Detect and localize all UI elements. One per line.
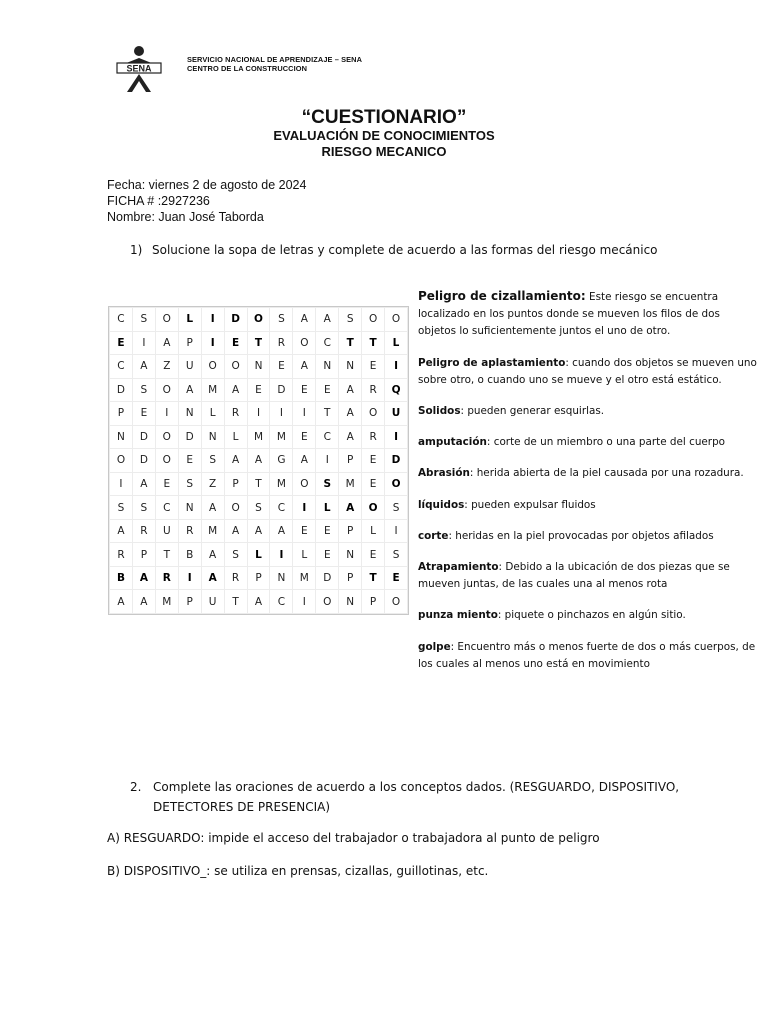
grid-row	[110, 308, 408, 332]
grid-cell: M	[247, 425, 270, 449]
question-1	[130, 243, 658, 257]
definition-term: Atrapamiento	[418, 561, 499, 574]
name-line: Nombre: Juan José Taborda	[107, 210, 264, 224]
grid-cell: A	[132, 590, 155, 614]
grid-row	[110, 402, 408, 426]
grid-cell: D	[316, 566, 339, 590]
grid-cell: B	[178, 543, 201, 567]
definition-term: corte	[418, 529, 449, 542]
meta-info	[107, 177, 306, 225]
grid-row	[110, 496, 408, 520]
grid-cell: E	[224, 331, 247, 355]
grid-row	[110, 566, 408, 590]
grid-cell: T	[339, 331, 362, 355]
grid-cell: I	[316, 449, 339, 473]
grid-cell: L	[316, 496, 339, 520]
grid-cell: O	[224, 496, 247, 520]
grid-cell: Z	[155, 355, 178, 379]
definition-text: : Encuentro más o menos fuerte de dos o más cuerpos, de los cuales al menos uno está en movimiento	[418, 640, 756, 670]
grid-cell: L	[247, 543, 270, 567]
grid-cell: A	[201, 496, 224, 520]
org-line-1: SERVICIO NACIONAL DE APRENDIZAJE – SENA	[187, 55, 363, 64]
sena-logo	[113, 44, 165, 96]
grid-cell: O	[155, 425, 178, 449]
grid-cell: P	[362, 590, 385, 614]
grid-cell: P	[178, 590, 201, 614]
grid-cell: A	[316, 308, 339, 332]
grid-cell: R	[132, 519, 155, 543]
grid-cell: A	[110, 519, 133, 543]
grid-cell: A	[110, 590, 133, 614]
grid-cell: P	[339, 519, 362, 543]
grid-row	[110, 355, 408, 379]
grid-cell: S	[339, 308, 362, 332]
grid-cell: I	[132, 331, 155, 355]
definition-item	[418, 434, 760, 451]
grid-cell: I	[385, 519, 408, 543]
ficha-line: FICHA # :2927236	[107, 194, 210, 208]
definition-text: : piquete o pinchazos en algún sitio.	[497, 609, 686, 622]
grid-cell: C	[316, 425, 339, 449]
grid-cell: E	[155, 472, 178, 496]
grid-cell: A	[293, 449, 316, 473]
grid-cell: A	[339, 496, 362, 520]
grid-cell: P	[178, 331, 201, 355]
grid-cell: Z	[201, 472, 224, 496]
grid-cell: T	[247, 472, 270, 496]
grid-cell: S	[316, 472, 339, 496]
grid-cell: I	[270, 543, 293, 567]
grid-cell: I	[178, 566, 201, 590]
grid-cell: S	[132, 308, 155, 332]
grid-cell: E	[362, 543, 385, 567]
question-2-line-2: DETECTORES DE PRESENCIA)	[153, 800, 331, 814]
grid-cell: L	[293, 543, 316, 567]
definition-term: Peligro de aplastamiento	[418, 356, 566, 369]
grid-cell: M	[270, 425, 293, 449]
definition-term: punza miento	[418, 609, 498, 622]
grid-cell: I	[201, 331, 224, 355]
document-subtitle-1: EVALUACIÓN DE CONOCIMIENTOS	[273, 128, 495, 143]
grid-cell: E	[385, 566, 408, 590]
grid-cell: O	[293, 331, 316, 355]
grid-row	[110, 425, 408, 449]
grid-cell: I	[385, 425, 408, 449]
grid-row	[110, 331, 408, 355]
grid-cell: A	[178, 378, 201, 402]
grid-cell: I	[293, 402, 316, 426]
grid-cell: R	[224, 402, 247, 426]
grid-cell: A	[339, 402, 362, 426]
definition-text: : heridas en la piel provocadas por objetos afilados	[448, 529, 714, 542]
answer-a: A) RESGUARDO: impide el acceso del trabajador o trabajadora al punto de peligro	[107, 831, 600, 845]
date-line: Fecha: viernes 2 de agosto de 2024	[107, 178, 307, 192]
grid-cell: I	[270, 402, 293, 426]
definition-item	[418, 639, 760, 673]
grid-cell: M	[270, 472, 293, 496]
grid-cell: N	[247, 355, 270, 379]
grid-cell: N	[110, 425, 133, 449]
grid-cell: B	[110, 566, 133, 590]
grid-cell: O	[293, 472, 316, 496]
grid-row	[110, 378, 408, 402]
grid-cell: A	[132, 355, 155, 379]
grid-cell: T	[316, 402, 339, 426]
document-title: “CUESTIONARIO”	[301, 107, 467, 128]
grid-cell: E	[293, 378, 316, 402]
grid-cell: E	[270, 355, 293, 379]
grid-cell: R	[224, 566, 247, 590]
grid-row	[110, 543, 408, 567]
grid-cell: I	[110, 472, 133, 496]
grid-row	[110, 590, 408, 614]
grid-cell: N	[339, 590, 362, 614]
grid-cell: S	[132, 378, 155, 402]
grid-cell: C	[316, 331, 339, 355]
grid-cell: T	[362, 331, 385, 355]
grid-cell: T	[224, 590, 247, 614]
grid-cell: D	[132, 425, 155, 449]
grid-cell: S	[385, 543, 408, 567]
question-2-line-1: Complete las oraciones de acuerdo a los conceptos dados. (RESGUARDO, DISPOSITIVO,	[153, 780, 680, 794]
definition-item	[418, 465, 760, 482]
grid-cell: P	[247, 566, 270, 590]
grid-cell: E	[316, 378, 339, 402]
organization-name	[187, 55, 362, 73]
grid-cell: U	[178, 355, 201, 379]
grid-cell: R	[155, 566, 178, 590]
grid-cell: O	[362, 496, 385, 520]
grid-cell: N	[339, 543, 362, 567]
grid-cell: U	[155, 519, 178, 543]
grid-cell: A	[339, 378, 362, 402]
grid-cell: R	[362, 425, 385, 449]
definition-item	[418, 528, 760, 545]
grid-row	[110, 472, 408, 496]
grid-cell: M	[293, 566, 316, 590]
grid-cell: L	[178, 308, 201, 332]
logo-text: SENA	[126, 63, 152, 74]
grid-cell: A	[247, 519, 270, 543]
grid-cell: E	[110, 331, 133, 355]
grid-cell: S	[178, 472, 201, 496]
grid-cell: E	[293, 519, 316, 543]
grid-row	[110, 519, 408, 543]
grid-cell: R	[362, 378, 385, 402]
grid-cell: O	[362, 402, 385, 426]
grid-cell: N	[178, 402, 201, 426]
grid-cell: R	[178, 519, 201, 543]
grid-cell: A	[270, 519, 293, 543]
grid-cell: D	[132, 449, 155, 473]
grid-cell: U	[201, 590, 224, 614]
grid-cell: R	[110, 543, 133, 567]
grid-cell: L	[201, 402, 224, 426]
grid-cell: O	[224, 355, 247, 379]
definition-term: líquidos	[418, 498, 465, 511]
grid-cell: I	[247, 402, 270, 426]
grid-cell: O	[201, 355, 224, 379]
grid-cell: I	[155, 402, 178, 426]
grid-cell: I	[201, 308, 224, 332]
definitions-list	[418, 288, 760, 687]
grid-cell: D	[224, 308, 247, 332]
definition-item	[418, 607, 760, 624]
grid-cell: N	[316, 355, 339, 379]
definition-term: Abrasión	[418, 467, 470, 480]
grid-cell: L	[385, 331, 408, 355]
grid-cell: O	[155, 449, 178, 473]
grid-row	[110, 449, 408, 473]
grid-cell: L	[362, 519, 385, 543]
grid-cell: M	[201, 378, 224, 402]
grid-cell: D	[178, 425, 201, 449]
document-subtitle-2: RIESGO MECANICO	[321, 144, 447, 159]
grid-cell: D	[270, 378, 293, 402]
question-2-number: 2.	[130, 780, 142, 794]
definition-item	[418, 355, 760, 389]
grid-cell: I	[293, 590, 316, 614]
definition-text: : Debido a la ubicación de dos piezas que se mueven juntas, de las cuales una al menos rota	[418, 561, 730, 591]
grid-cell: S	[201, 449, 224, 473]
grid-cell: E	[293, 425, 316, 449]
grid-cell: C	[110, 355, 133, 379]
definition-item	[418, 559, 760, 593]
grid-cell: N	[201, 425, 224, 449]
grid-cell: S	[224, 543, 247, 567]
question-1-number: 1)	[130, 243, 143, 257]
grid-cell: I	[385, 355, 408, 379]
definition-text: : cuando dos objetos se mueven uno sobre otro, o cuando uno se mueve y el otro está estático.	[418, 356, 757, 386]
grid-cell: P	[339, 566, 362, 590]
question-2	[130, 777, 690, 817]
grid-cell: M	[201, 519, 224, 543]
answer-b: B) DISPOSITIVO_: se utiliza en prensas, cizallas, guillotinas, etc.	[107, 864, 489, 878]
grid-cell: D	[110, 378, 133, 402]
grid-cell: G	[270, 449, 293, 473]
grid-cell: N	[339, 355, 362, 379]
grid-cell: E	[362, 449, 385, 473]
grid-cell: T	[247, 331, 270, 355]
definition-term: Peligro de cizallamiento:	[418, 289, 586, 303]
grid-cell: O	[385, 472, 408, 496]
definition-text: : herida abierta de la piel causada por una rozadura.	[469, 467, 744, 480]
word-search-table	[109, 307, 408, 614]
grid-cell: A	[247, 590, 270, 614]
grid-cell: T	[155, 543, 178, 567]
grid-cell: C	[155, 496, 178, 520]
grid-cell: S	[110, 496, 133, 520]
grid-cell: E	[362, 355, 385, 379]
word-search-grid	[108, 306, 409, 615]
grid-cell: O	[385, 590, 408, 614]
grid-cell: T	[362, 566, 385, 590]
grid-cell: A	[201, 566, 224, 590]
grid-cell: A	[201, 543, 224, 567]
grid-cell: E	[316, 519, 339, 543]
grid-cell: P	[132, 543, 155, 567]
grid-cell: N	[178, 496, 201, 520]
definition-text: : pueden generar esquirlas.	[460, 405, 605, 418]
grid-cell: A	[132, 566, 155, 590]
grid-cell: A	[293, 355, 316, 379]
grid-cell: M	[155, 590, 178, 614]
grid-cell: S	[385, 496, 408, 520]
grid-cell: R	[270, 331, 293, 355]
grid-cell: A	[132, 472, 155, 496]
grid-cell: E	[178, 449, 201, 473]
org-line-2: CENTRO DE LA CONSTRUCCION	[187, 64, 308, 73]
grid-cell: D	[385, 449, 408, 473]
grid-cell: O	[362, 308, 385, 332]
grid-cell: C	[270, 496, 293, 520]
grid-cell: S	[132, 496, 155, 520]
grid-cell: A	[293, 308, 316, 332]
definition-term: amputación	[418, 436, 487, 449]
grid-cell: I	[293, 496, 316, 520]
definition-text: : corte de un miembro o una parte del cuerpo	[486, 436, 726, 449]
grid-cell: E	[247, 378, 270, 402]
grid-cell: A	[339, 425, 362, 449]
definition-item	[418, 403, 760, 420]
grid-cell: U	[385, 402, 408, 426]
grid-cell: P	[339, 449, 362, 473]
definition-item	[418, 497, 760, 514]
grid-cell: O	[110, 449, 133, 473]
grid-cell: A	[247, 449, 270, 473]
grid-cell: A	[224, 449, 247, 473]
grid-cell: C	[270, 590, 293, 614]
grid-cell: N	[270, 566, 293, 590]
grid-cell: O	[385, 308, 408, 332]
definition-text: Este riesgo se encuentra localizado en los puntos donde se mueven los filos de dos objetos lo suficientemente juntos el uno de otro.	[418, 291, 720, 338]
grid-cell: O	[316, 590, 339, 614]
grid-cell: E	[316, 543, 339, 567]
grid-cell: L	[224, 425, 247, 449]
grid-cell: O	[155, 378, 178, 402]
question-1-text: Solucione la sopa de letras y complete de acuerdo a las formas del riesgo mecánico	[152, 243, 658, 257]
definition-term: golpe	[418, 640, 451, 653]
grid-cell: A	[155, 331, 178, 355]
grid-cell: S	[270, 308, 293, 332]
grid-cell: A	[224, 378, 247, 402]
grid-cell: M	[339, 472, 362, 496]
grid-cell: S	[247, 496, 270, 520]
definition-term: Solidos	[418, 405, 461, 418]
grid-cell: O	[247, 308, 270, 332]
grid-cell: E	[362, 472, 385, 496]
grid-cell: P	[224, 472, 247, 496]
grid-cell: E	[132, 402, 155, 426]
grid-cell: O	[155, 308, 178, 332]
grid-cell: C	[110, 308, 133, 332]
grid-cell: A	[224, 519, 247, 543]
grid-cell: P	[110, 402, 133, 426]
grid-cell: Q	[385, 378, 408, 402]
definition-text: : pueden expulsar fluidos	[464, 498, 596, 511]
definition-item	[418, 288, 760, 341]
